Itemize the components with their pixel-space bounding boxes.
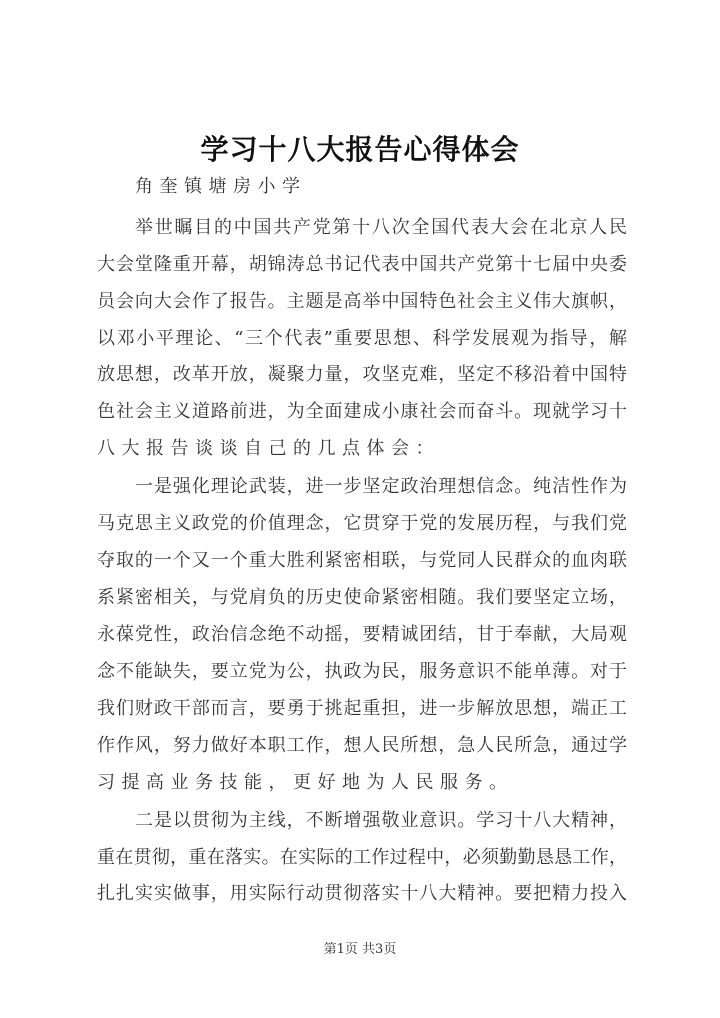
text-line: 系紧密相关，与党肩负的历史使命紧密相随。我们要坚定立场， [97,587,627,608]
text-line: 八大报告谈谈自己的几点体会： [97,438,440,459]
text-line: 念不能缺失，要立党为公，执政为民，服务意识不能单薄。对于 [97,661,627,682]
text-line: 扎扎实实做事，用实际行动贯彻落实十八大精神。要把精力投入 [97,883,627,904]
document-title: 学习十八大报告心得体会 [200,133,520,166]
text-line: 色社会主义道路前进，为全面建成小康社会而奋斗。现就学习十 [97,401,627,422]
text-line: 一是强化理论武装，进一步坚定政治理想信念。纯洁性作为 [135,476,627,497]
text-line: 夺取的一个又一个重大胜利紧密相联，与党同人民群众的血肉联 [97,550,627,571]
author-line: 角奎镇塘房小学 [135,176,307,197]
text-line: 我们财政干部而言，要勇于挑起重担，进一步解放思想，端正工 [97,698,627,719]
text-line: 二是以贯彻为主线，不断增强敬业意识。学习十八大精神， [135,810,627,831]
text-line: 重在贯彻，重在落实。在实际的工作过程中，必须勤勤恳恳工作， [97,847,627,868]
page-number-footer: 第1页 共3页 [323,942,397,957]
text-line: 马克思主义政党的价值理念，它贯穿于党的发展历程，与我们党 [97,513,627,534]
text-line: 永葆党性，政治信念绝不动摇，要精诚团结，甘于奉献，大局观 [97,624,627,645]
text-line: 以邓小平理论、“三个代表”重要思想、科学发展观为指导，解 [97,328,627,349]
text-line: 放思想，改革开放，凝聚力量，攻坚克难，坚定不移沿着中国特 [97,364,627,385]
text-line: 大会堂隆重开幕，胡锦涛总书记代表中国共产党第十七届中央委 [97,254,627,275]
text-line: 员会向大会作了报告。主题是高举中国特色社会主义伟大旗帜， [97,291,627,312]
text-line: 习提高业务技能，更好地为人民服务。 [97,772,514,793]
text-line: 作作风，努力做好本职工作，想人民所想，急人民所急，通过学 [97,735,627,756]
text-line: 举世瞩目的中国共产党第十八次全国代表大会在北京人民 [135,217,627,238]
